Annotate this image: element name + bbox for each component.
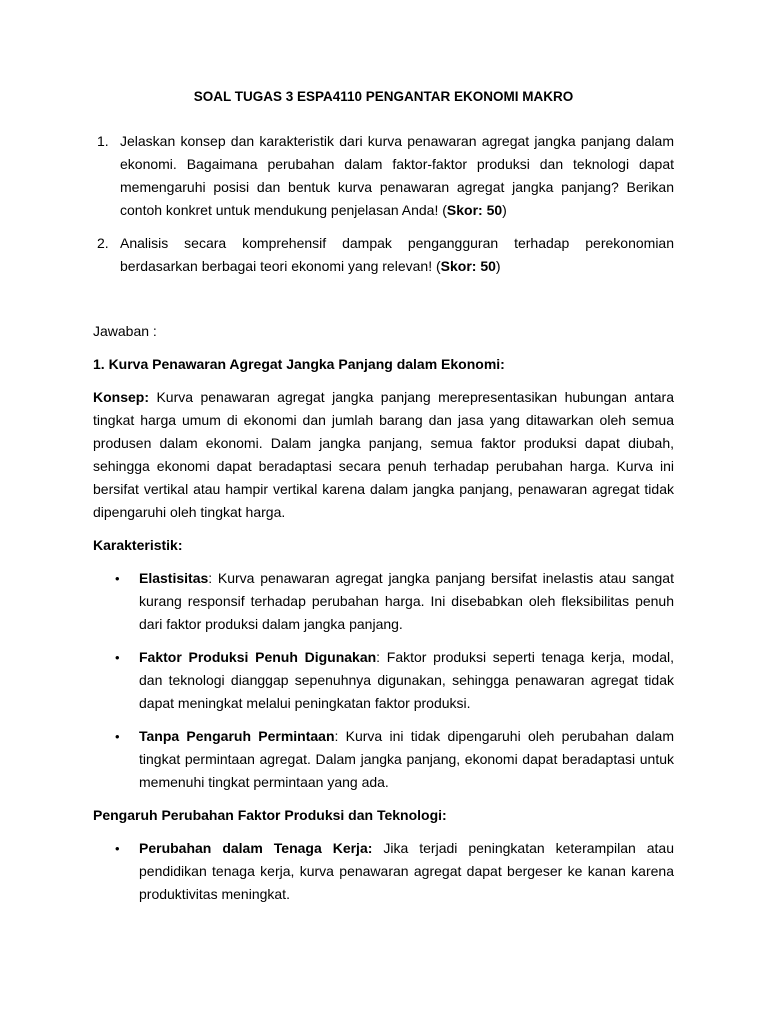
question-number: 2. <box>97 235 109 251</box>
list-item-text: : Faktor produksi seperti tenaga kerja, modal, dan teknologi dianggap sepenuhnya digunakan, sehingga penawaran agregat tidak dapat meningkat melalui peningkatan faktor produksi. <box>139 649 675 711</box>
list-item-term: Perubahan dalam Tenaga Kerja: <box>139 840 373 856</box>
konsep-paragraph <box>93 386 674 524</box>
question-text: Analisis secara komprehensif dampak pengangguran terhadap perekonomian berdasarkan berbagai teori ekonomi yang relevan! ( <box>120 235 674 274</box>
list-item <box>93 646 674 715</box>
bullet-icon: • <box>115 729 120 744</box>
list-item-term: Tanpa Pengaruh Permintaan <box>139 728 335 744</box>
list-item <box>93 837 674 906</box>
list-item <box>93 725 674 794</box>
list-item-term: Elastisitas <box>139 570 209 586</box>
answer-label: Jawaban : <box>93 323 157 339</box>
question-text: Jelaskan konsep dan karakteristik dari kurva penawaran agregat jangka panjang dalam ekonomi. Bagaimana perubahan dalam faktor-faktor produksi dan teknologi dapat memengaruhi posisi dan bentuk kurva penawaran agregat jangka panjang? Berikan contoh konkret untuk mendukung penjelasan Anda! ( <box>120 133 674 218</box>
konsep-text: Kurva penawaran agregat jangka panjang merepresentasikan hubungan antara tingkat harga umum di ekonomi dan jumlah barang dan jasa yang ditawarkan oleh semua produsen dalam ekonomi. Dalam jangka panjang, semua faktor produksi dapat diubah, sehingga ekonomi dapat beradaptasi secara penuh terhadap perubahan harga. Kurva ini bersifat vertikal atau hampir vertikal karena dalam jangka panjang, penawaran agregat tidak dipengaruhi oleh tingkat harga. <box>93 389 674 520</box>
question-number: 1. <box>97 133 109 149</box>
list-item <box>93 567 674 636</box>
question-score-close: ) <box>502 202 507 218</box>
question-score: Skor: 50 <box>440 258 496 274</box>
document-content <box>93 85 674 916</box>
section-heading-1 <box>93 353 674 376</box>
karakteristik-list <box>93 567 674 794</box>
list-item-text: : Kurva ini tidak dipengaruhi oleh perubahan dalam tingkat permintaan agregat. Dalam jangka panjang, ekonomi dapat beradaptasi untuk memenuhi tingkat permintaan yang ada. <box>139 728 674 790</box>
question-item <box>93 232 674 278</box>
question-list <box>93 130 674 278</box>
pengaruh-heading-text: Pengaruh Perubahan Faktor Produksi dan Teknologi: <box>93 807 447 823</box>
bullet-icon: • <box>115 571 120 586</box>
question-score-close: ) <box>495 258 501 274</box>
question-score: Skor: 50 <box>446 202 503 218</box>
list-item-term: Faktor Produksi Penuh Digunakan <box>139 649 377 665</box>
bullet-icon: • <box>115 841 120 856</box>
question-item <box>93 130 674 222</box>
pengaruh-list <box>93 837 674 906</box>
list-item-text: : Kurva penawaran agregat jangka panjang bersifat inelastis atau sangat kurang responsif terhadap perubahan harga. Ini disebabkan oleh fleksibilitas penuh dari faktor produksi dalam jangka panjang. <box>139 570 674 632</box>
karakteristik-heading-text: Karakteristik: <box>93 537 183 553</box>
pengaruh-heading <box>93 804 674 827</box>
karakteristik-heading <box>93 534 674 557</box>
konsep-label: Konsep: <box>93 389 149 405</box>
section-heading-text: 1. Kurva Penawaran Agregat Jangka Panjang dalam Ekonomi: <box>93 356 505 372</box>
document-title: SOAL TUGAS 3 ESPA4110 PENGANTAR EKONOMI MAKRO <box>193 89 574 104</box>
bullet-icon: • <box>115 650 120 665</box>
list-item-text: Jika terjadi peningkatan keterampilan atau pendidikan tenaga kerja, kurva penawaran agregat dapat bergeser ke kanan karena produktivitas meningkat. <box>139 840 674 902</box>
